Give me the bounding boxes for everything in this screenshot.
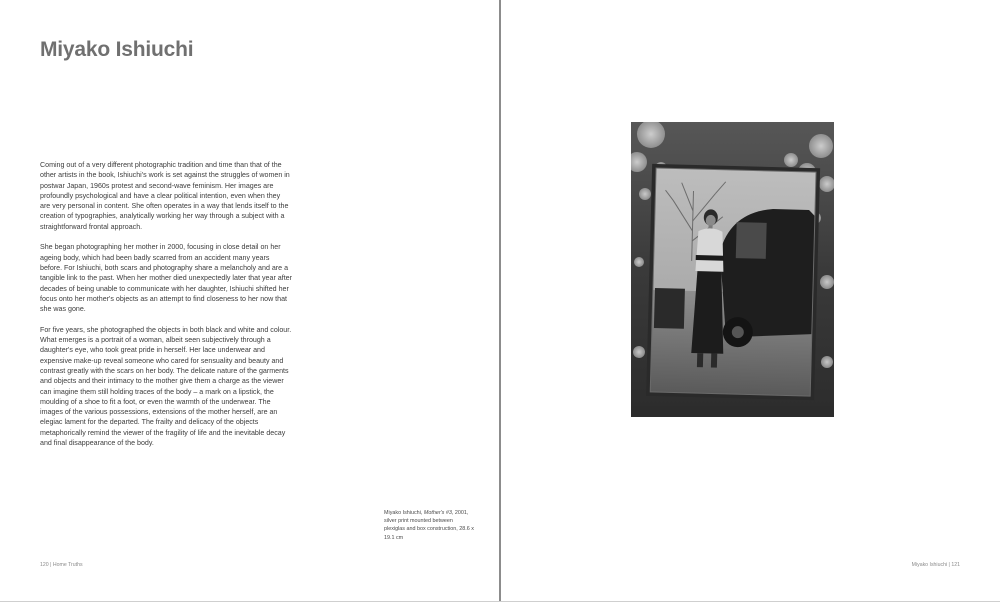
right-page: [501, 0, 1000, 602]
artwork-photo: [631, 122, 834, 417]
body-text: [40, 160, 292, 459]
paragraph-3: For five years, she photographed the objects in both black and white and colour. What emerges is a portrait of a woman, albeit seen subjectively through a daughter's eye, who took great pride in herself. Her lace underwear and expensive make-up reveal someone who cared for sensuality and beauty and contrast greatly with the scars on her body. The delicate nature of the garments and objects and their intimacy to the mother give them a charge as the viewer can imagine them still holding traces of the body – a mark on a lipstick, the moulding of a shoe to fit a foot, or even the warmth of the underwear. The images of the various possessions, extensions of the mother herself, are an elegiac lament for the departed. The frailty and delicacy of the objects metaphorically remind the viewer of the fragility of life and the inevitable decay and final disappearance of the body.: [40, 325, 292, 448]
folio-left: 120 | Home Truths: [40, 562, 83, 568]
photo-caption: [384, 509, 474, 542]
caption-artist: Miyako Ishiuchi,: [384, 510, 424, 516]
folio-right: Miyako Ishiuchi | 121: [911, 562, 960, 568]
paragraph-1: Coming out of a very different photographic tradition and time than that of the other artists in the book, Ishiuchi's work is set against the struggles of women in postwar Japan, 1960s protest and second-wave feminism. Her images are profoundly psychological and have a clear political intention, even when they are very personal in content. She often operates in a way that lends itself to the creation of typographies, analytically working her way through a subject with a straightforward frontal approach.: [40, 161, 290, 231]
page-title: Miyako Ishiuchi: [40, 38, 194, 61]
paragraph-2: She began photographing her mother in 2000, focusing in close detail on her ageing body, which had been badly scarred from an accident many years before. For Ishiuchi, both scars and photography share a melancholy and are a tangible link to the past. When her mother died unexpectedly later that year after decades of being unable to communicate with her daughter, Ishiuchi shifted her focus onto her mother's objects as an attempt to find closeness to her now that she was gone.: [40, 243, 292, 314]
left-page: [0, 0, 499, 602]
caption-details: , 2001, silver print mounted between plexiglas and box construction, 28.6 x 19.1 cm: [384, 510, 474, 541]
caption-work-title: Mother's #3: [423, 510, 452, 516]
vintage-print: [646, 164, 820, 400]
